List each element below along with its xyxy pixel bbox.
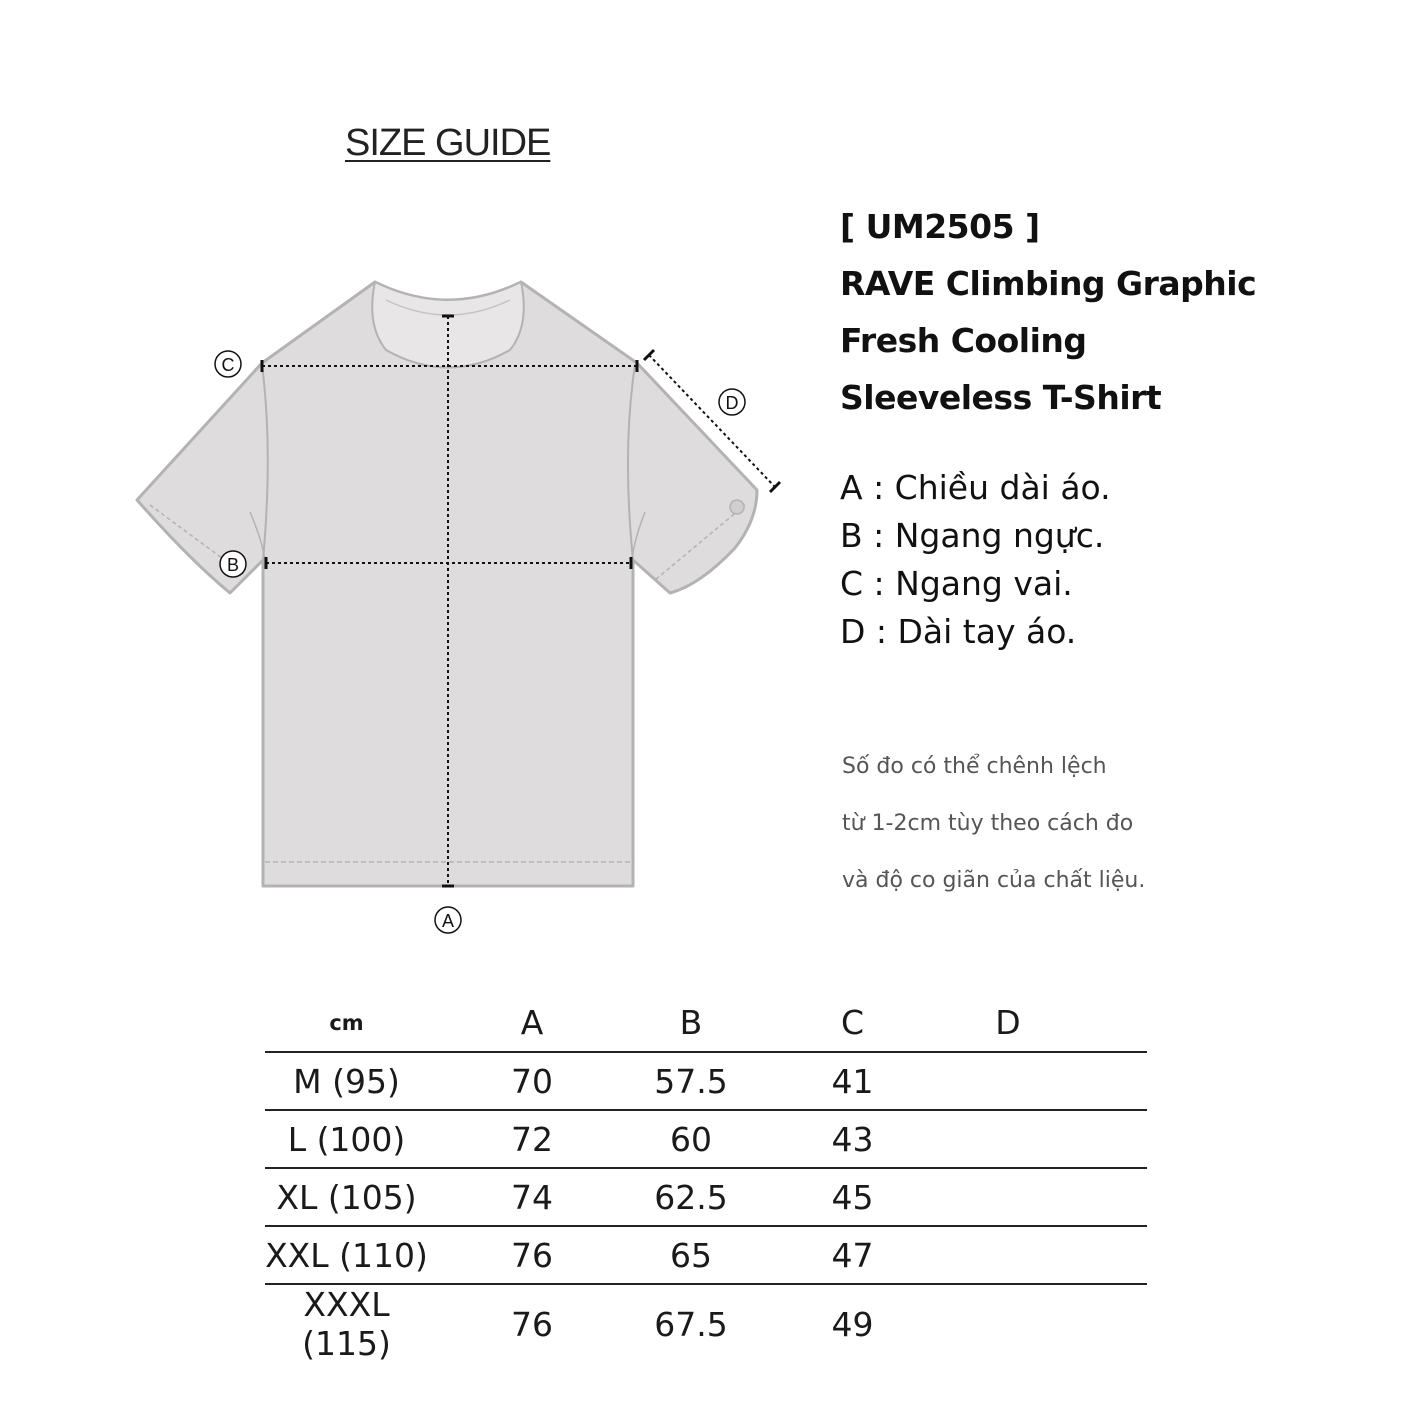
- cell-size: L (100): [265, 1110, 428, 1168]
- product-info: [840, 198, 1380, 426]
- marker-b: [220, 551, 246, 577]
- cell-a: 76: [428, 1226, 636, 1284]
- product-name-line: Fresh Cooling: [840, 321, 1087, 360]
- measure-cap-d-top: [644, 350, 654, 360]
- cell-b: 60: [636, 1110, 746, 1168]
- page-title: SIZE GUIDE: [345, 122, 551, 164]
- cell-a: 74: [428, 1168, 636, 1226]
- note-line: và độ co giãn của chất liệu.: [842, 868, 1146, 893]
- table-header-row: [265, 994, 1147, 1052]
- table-row: [265, 1284, 1147, 1363]
- cell-b: 62.5: [636, 1168, 746, 1226]
- cell-d: [959, 1168, 1057, 1226]
- product-name-line: RAVE Climbing Graphic: [840, 264, 1257, 303]
- header-a: A: [428, 994, 636, 1052]
- cell-c: 43: [746, 1110, 959, 1168]
- cell-a: 70: [428, 1052, 636, 1110]
- cell-spacer: [1057, 1284, 1147, 1363]
- cell-spacer: [1057, 1226, 1147, 1284]
- marker-a: [435, 907, 461, 933]
- marker-c-label: C: [221, 355, 235, 375]
- table-row: [265, 1052, 1147, 1110]
- cell-d: [959, 1284, 1057, 1363]
- note-line: Số đo có thể chênh lệch: [842, 754, 1107, 779]
- size-table: [265, 994, 1147, 1363]
- cell-d: [959, 1052, 1057, 1110]
- legend-item-a: A : Chiều dài áo.: [840, 468, 1111, 507]
- cell-c: 41: [746, 1052, 959, 1110]
- cell-c: 45: [746, 1168, 959, 1226]
- legend-item-d: D : Dài tay áo.: [840, 612, 1077, 651]
- header-unit: cm: [265, 994, 428, 1052]
- cell-size: XXXL (115): [302, 1285, 391, 1363]
- sleeve-tab: [730, 500, 744, 514]
- cell-size: XL (105): [265, 1168, 428, 1226]
- table-row: [265, 1110, 1147, 1168]
- marker-d: [719, 389, 745, 415]
- legend-item-b: B : Ngang ngực.: [840, 516, 1105, 555]
- measurement-note: [842, 738, 1262, 909]
- cell-b: 65: [636, 1226, 746, 1284]
- measurement-legend: [840, 464, 1360, 656]
- note-line: từ 1-2cm tùy theo cách đo: [842, 811, 1134, 836]
- header-c: C: [746, 994, 959, 1052]
- header-d: D: [959, 994, 1057, 1052]
- cell-c: 49: [831, 1304, 874, 1344]
- cell-b: 57.5: [636, 1052, 746, 1110]
- cell-c: 47: [746, 1226, 959, 1284]
- cell-d: [959, 1226, 1057, 1284]
- marker-b-label: B: [226, 555, 240, 575]
- cell-size: M (95): [265, 1052, 428, 1110]
- cell-a: 72: [428, 1110, 636, 1168]
- cell-size: XXL (110): [265, 1226, 428, 1284]
- cell-spacer: [1057, 1168, 1147, 1226]
- product-name-line: Sleeveless T-Shirt: [840, 378, 1162, 417]
- table-row: [265, 1226, 1147, 1284]
- measure-cap-d-bottom: [770, 482, 780, 492]
- table-row: [265, 1168, 1147, 1226]
- cell-a: 76: [511, 1304, 553, 1344]
- cell-spacer: [1057, 1052, 1147, 1110]
- marker-a-label: A: [441, 911, 455, 931]
- marker-d-label: D: [725, 393, 739, 413]
- marker-c: [215, 351, 241, 377]
- cell-d: [959, 1110, 1057, 1168]
- product-code: [ UM2505 ]: [840, 207, 1040, 246]
- header-spacer: [1057, 994, 1147, 1052]
- legend-item-c: C : Ngang vai.: [840, 564, 1073, 603]
- cell-b: 67.5: [654, 1304, 728, 1344]
- cell-spacer: [1057, 1110, 1147, 1168]
- header-b: B: [636, 994, 746, 1052]
